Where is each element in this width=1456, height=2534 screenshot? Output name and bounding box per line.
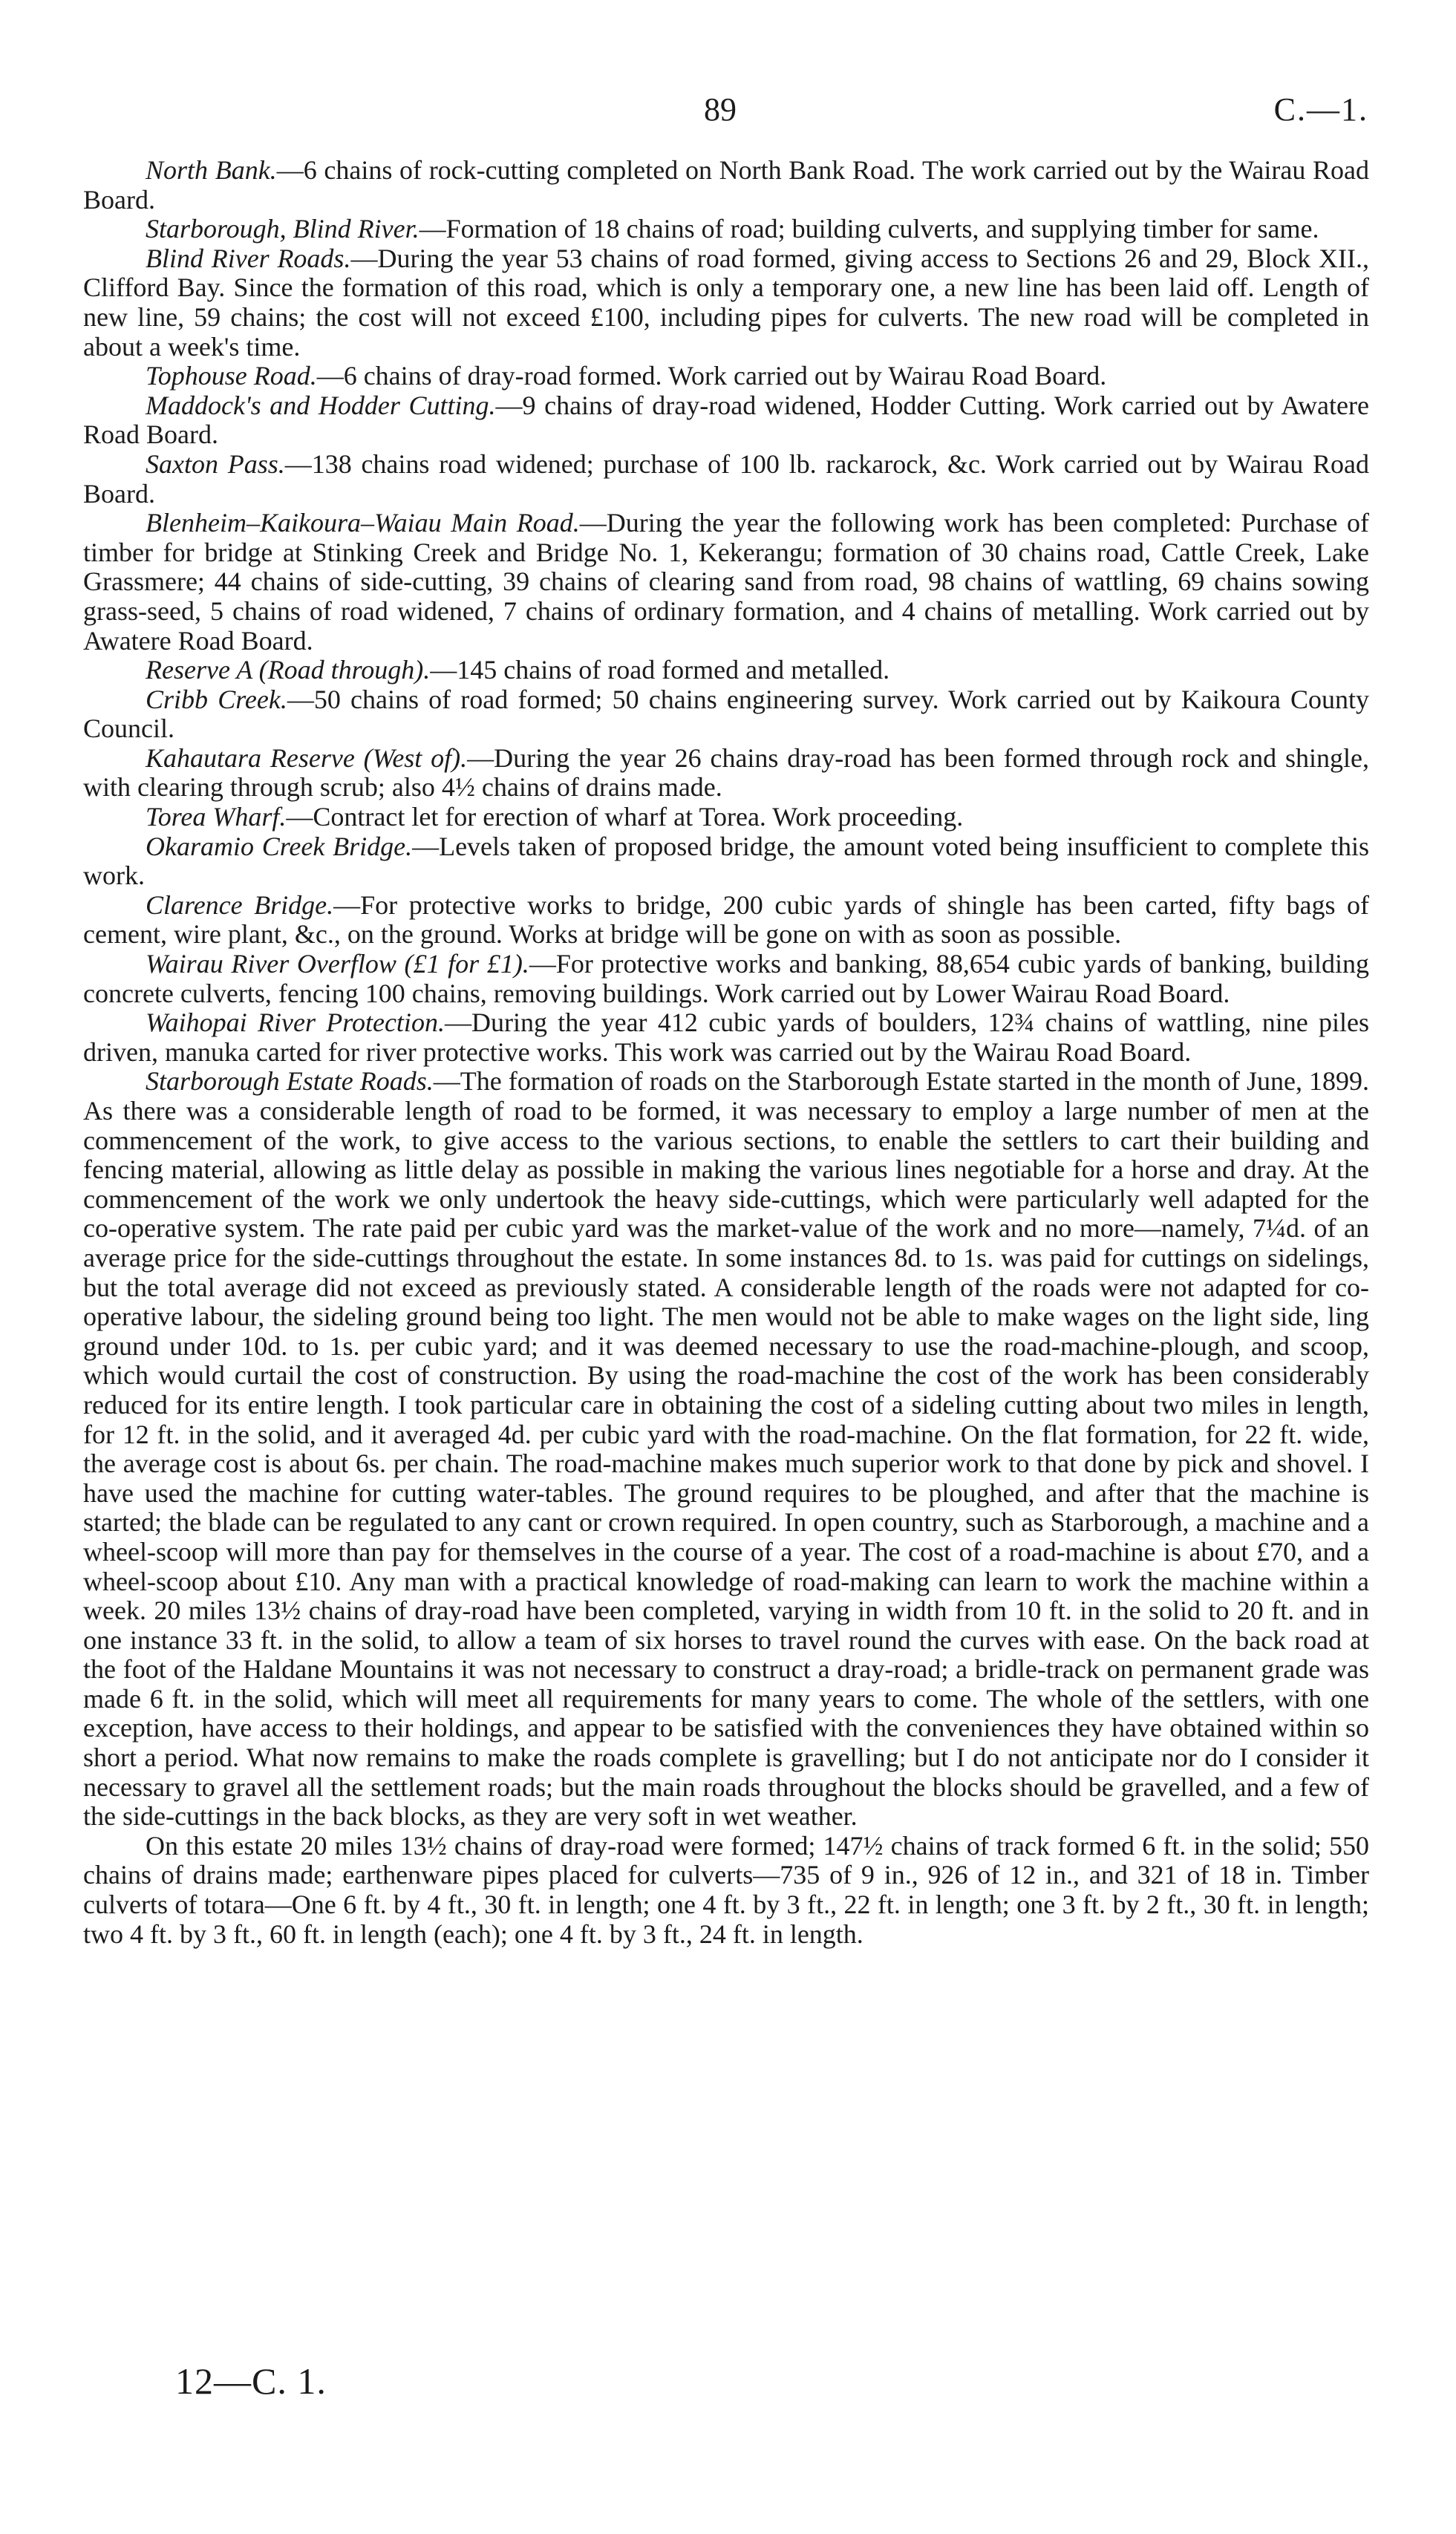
paragraph-text: —During the year the following work has been completed: Purchase of timber for bridge at Stinking Creek and Bridge No. 1, Kekerangu; formation of 30 chains road, Cattle Creek, Lake Grassmere; 44 chains of side-cutting, 39 chains of clearing sand from road, 98 chains of wattling, 69 chains sowing grass-seed, 5 chains of road widened, 7 chains of ordinary formation, and 4 chains of metalling. Work carried out by Awatere Road Board.	[83, 508, 1369, 656]
paragraph-tophouse-road	[83, 362, 1369, 391]
paragraph-clarence-bridge	[83, 891, 1369, 950]
paragraph-wairau-river-overflow	[83, 950, 1369, 1008]
paragraph-heading: Starborough, Blind River.	[146, 214, 420, 244]
paragraph-text: —Formation of 18 chains of road; building culverts, and supplying timber for same.	[419, 214, 1319, 244]
paragraph-heading: Torea Wharf.	[146, 802, 287, 832]
paragraph-saxton-pass	[83, 450, 1369, 509]
paragraph-heading: Okaramio Creek Bridge.	[146, 831, 413, 861]
paragraph-heading: Starborough Estate Roads.	[146, 1066, 434, 1097]
paragraph-text: —6 chains of dray-road formed. Work carried out by Wairau Road Board.	[316, 361, 1107, 391]
paragraph-heading: Kahautara Reserve (West of).	[146, 742, 468, 773]
paragraph-blenheim-kaikoura-waiau	[83, 509, 1369, 656]
paragraph-starborough-blind-river	[83, 215, 1369, 244]
report-body	[83, 156, 1369, 1949]
paragraph-text: —The formation of roads on the Starborough Estate started in the month of June, 1899. As there was a considerable length of road to be formed, it was necessary to employ a large number of men at the commencement of the work, to give access to the various sections, to enable the settlers to cart their building and fencing material, allowing as little delay as possible in making the various lines negotiable for a horse and dray. At the commencement of the work we only undertook the heavy side-cuttings, which were particularly well adapted for the co-operative system. The rate paid per cubic yard was the market-value of the work and no more—namely, 7¼d. of an average price for the side-cuttings throughout the estate. In some instances 8d. to 1s. was paid for cuttings on sidelings, but the total average did not exceed as previously stated. A considerable length of the roads were not adapted for co-operative labour, the sideling ground being too light. The men would not be able to make wages on the light side, ling ground under 10d. to 1s. per cubic yard; and it was deemed necessary to use the road-machine-plough, and scoop, which would curtail the cost of construction. By using the road-machine the cost of the work has been considerably reduced for its entire length. I took particular care in obtaining the cost of a sideling cutting about two miles in length, for 12 ft. in the solid, and it averaged 4d. per cubic yard with the road-machine. On the flat formation, for 22 ft. wide, the average cost is about 6s. per chain. The road-machine makes much superior work to that done by pick and shovel. I have used the machine for cutting water-tables. The ground requires to be ploughed, and after that the machine is started; the blade can be regulated to any cant or crown required. In open country, such as Starborough, a machine and a wheel-scoop will more than pay for themselves in the course of a year. The cost of a road-machine is about £70, and a wheel-scoop about £10. Any man with a practical knowledge of road-making can learn to work the machine within a week. 20 miles 13½ chains of dray-road have been completed, varying in width from 10 ft. in the solid to 20 ft. and in one instance 33 ft. in the solid, to allow a team of six horses to travel round the curves with ease. On the back road at the foot of the Haldane Mountains it was not necessary to construct a dray-road; a bridle-track on permanent grade was made 6 ft. in the solid, which will meet all requirements for many years to come. The whole of the settlers, with one exception, have access to their holdings, and appear to be satisfied with the conveniences they have obtained within so short a period. What now remains to make the roads complete is gravelling; but I do not anticipate nor do I consider it necessary to gravel all the settlement roads; but the main roads throughout the blocks should be gravelled, and a few of the side-cuttings in the back blocks, as they are very soft in wet weather.	[83, 1066, 1369, 1832]
signature-mark: 12—C. 1.	[175, 2360, 327, 2402]
paragraph-estate-summary	[83, 1832, 1369, 1949]
paragraph-blind-river-roads	[83, 244, 1369, 362]
paragraph-heading: Blenheim–Kaikoura–Waiau Main Road.	[146, 508, 580, 538]
paragraph-text: —145 chains of road formed and metalled.	[430, 655, 890, 685]
paragraph-heading: Waihopai River Protection.	[146, 1008, 445, 1038]
paragraph-text: —For protective works and banking, 88,654 cubic yards of banking, building concrete culverts, fencing 100 chains, removing buildings. Work carried out by Lower Wairau Road Board.	[83, 949, 1369, 1008]
page-number: 89	[704, 91, 737, 128]
paragraph-torea-wharf	[83, 803, 1369, 832]
paragraph-kahautara-reserve	[83, 744, 1369, 803]
paragraph-text: —138 chains road widened; purchase of 100 lb. rackarock, &c. Work carried out by Wairau Road Board.	[83, 448, 1369, 509]
paragraph-heading: Maddock's and Hodder Cutting.	[146, 390, 496, 420]
paragraph-north-bank	[83, 156, 1369, 215]
paragraph-text: —Contract let for erection of wharf at Torea. Work proceeding.	[286, 802, 964, 832]
paragraph-text: —6 chains of rock-cutting completed on North Bank Road. The work carried out by the Wairau Road Board.	[83, 155, 1370, 215]
page-header	[0, 91, 1456, 135]
paragraph-cribb-creek	[83, 685, 1369, 744]
paragraph-text: —During the year 53 chains of road formed, giving access to Sections 26 and 29, Block XII., Clifford Bay. Since the formation of this road, which is only a temporary one, a new line has been laid off. Length of new line, 59 chains; the cost will not exceed £100, including pipes for culverts. The new road will be completed in about a week's time.	[83, 243, 1370, 362]
paragraph-heading: North Bank.	[146, 155, 277, 185]
paragraph-heading: Tophouse Road.	[146, 361, 317, 391]
paragraph-hodder-cutting	[83, 391, 1369, 450]
paragraph-heading: Cribb Creek.	[146, 684, 287, 714]
paragraph-text: —During the year 412 cubic yards of boulders, 12¾ chains of wattling, nine piles driven, manuka carted for river protective works. This work was carried out by the Wairau Road Board.	[83, 1008, 1370, 1067]
document-code: C.—1.	[1273, 91, 1368, 128]
paragraph-text: —During the year 26 chains dray-road has been formed through rock and shingle, with clearing through scrub; also 4½ chains of drains made.	[83, 742, 1369, 803]
paragraph-reserve-a	[83, 656, 1369, 685]
paragraph-heading: Wairau River Overflow (£1 for £1).	[146, 949, 529, 979]
paragraph-text: —For protective works to bridge, 200 cubic yards of shingle has been carted, fifty bags of cement, wire plant, &c., on the ground. Works at bridge will be gone on with as soon as possible.	[83, 889, 1369, 950]
paragraph-heading: Saxton Pass.	[146, 448, 285, 479]
paragraph-okaramio-creek-bridge	[83, 832, 1369, 891]
paragraph-heading: Clarence Bridge.	[146, 889, 334, 920]
paragraph-heading: Reserve A (Road through).	[146, 655, 431, 685]
paragraph-text: —9 chains of dray-road widened, Hodder Cutting. Work carried out by Awatere Road Board.	[83, 390, 1369, 450]
paragraph-text: —Levels taken of proposed bridge, the amount voted being insufficient to complete this work.	[83, 831, 1369, 891]
paragraph-heading: Blind River Roads.	[146, 243, 351, 273]
paragraph-text: On this estate 20 miles 13½ chains of dray-road were formed; 147½ chains of track formed 6 ft. in the solid; 550 chains of drains made; earthenware pipes placed for culverts—735 of 9 in., 926 of 12 in., and 321 of 18 in. Timber culverts of totara—One 6 ft. by 4 ft., 30 ft. in length; one 4 ft. by 3 ft., 22 ft. in length; one 3 ft. by 2 ft., 30 ft. in length; two 4 ft. by 3 ft., 60 ft. in length (each); one 4 ft. by 3 ft., 24 ft. in length.	[83, 1830, 1369, 1949]
paragraph-text: —50 chains of road formed; 50 chains engineering survey. Work carried out by Kaikoura County Council.	[83, 684, 1369, 744]
paragraph-waihopai-river-protection	[83, 1008, 1369, 1067]
paragraph-starborough-estate-roads	[83, 1067, 1369, 1831]
